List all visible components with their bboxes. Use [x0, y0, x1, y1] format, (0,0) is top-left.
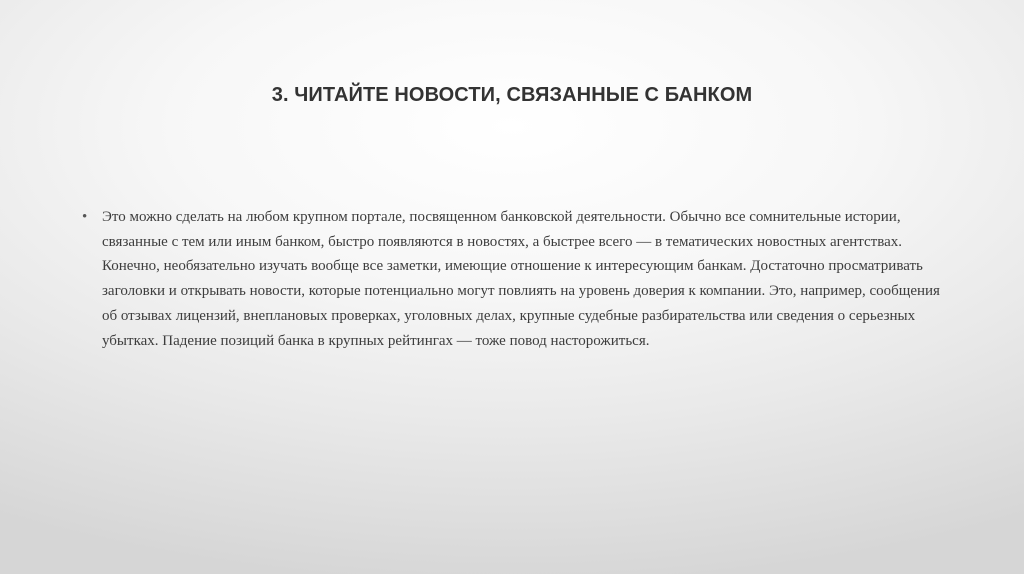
- slide-body: [82, 205, 952, 353]
- bullet-marker: •: [82, 209, 88, 225]
- bullet-item: [82, 205, 952, 353]
- bullet-text: Это можно сделать на любом крупном портале, посвященном банковской деятельности. Обычно все сомнительные истории, связанные с тем или иным банком, быстро появляются в новостях, а быстрее всего — в тематических новостных агентствах. Конечно, необязательно изучать вообще все заметки, имеющие отношение к интересующим банкам. Достаточно просматривать заголовки и открывать новости, которые потенциально могут повлиять на уровень доверия к компании. Это, например, сообщения об отзывах лицензий, внеплановых проверках, уголовных делах, крупные судебные разбирательства или сведения о серьезных убытках. Падение позиций банка в крупных рейтингах — тоже повод насторожиться.: [102, 209, 940, 349]
- slide-title: 3. ЧИТАЙТЕ НОВОСТИ, СВЯЗАННЫЕ С БАНКОМ: [271, 84, 753, 106]
